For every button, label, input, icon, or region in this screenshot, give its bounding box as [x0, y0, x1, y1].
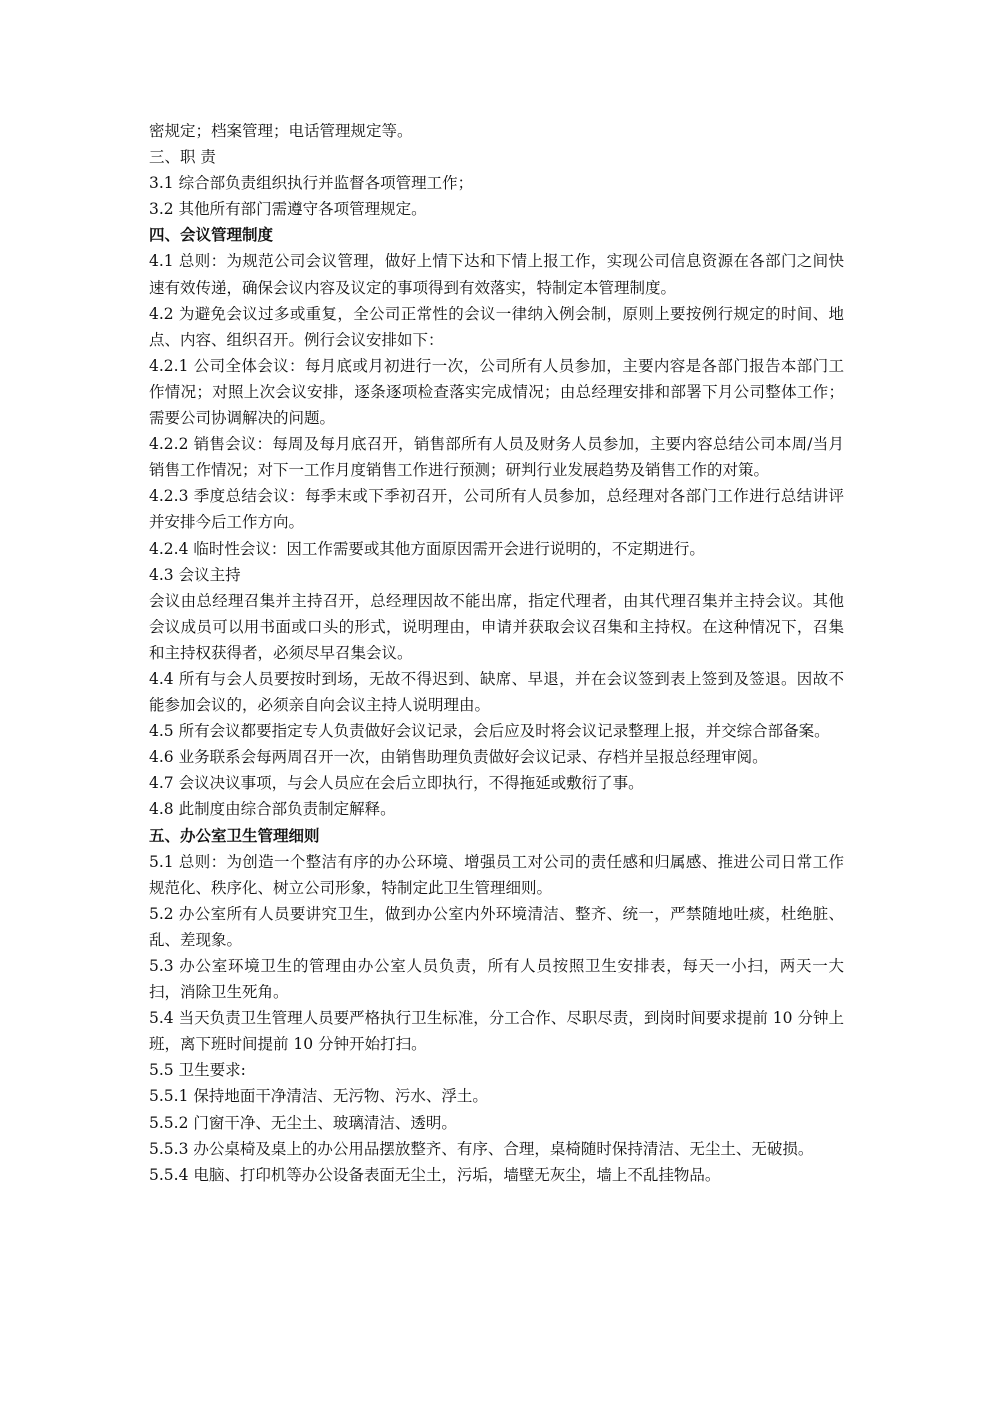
document-body [149, 118, 844, 1188]
paragraph: 4.4 所有与会人员要按时到场，无故不得迟到、缺席、早退，并在会议签到表上签到及签退。因故不能参加会议的，必须亲自向会议主持人说明理由。 [149, 669, 844, 715]
paragraph: 4.5 所有会议都要指定专人负责做好会议记录，会后应及时将会议记录整理上报，并交综合部备案。 [149, 722, 830, 741]
paragraph: 会议由总经理召集并主持召开，总经理因故不能出席，指定代理者，由其代理召集并主持会议。其他会议成员可以用书面或口头的形式，说明理由，申请并获取会议召集和主持权。在这种情况下，召集和主持权获得者，必须尽早召集会议。 [149, 591, 844, 662]
paragraph: 三、职 责 [149, 148, 216, 167]
paragraph: 密规定；档案管理；电话管理规定等。 [149, 122, 413, 140]
paragraph: 5.3 办公室环境卫生的管理由办公室人员负责，所有人员按照卫生安排表，每天一小扫，两天一大扫，消除卫生死角。 [149, 957, 844, 1002]
paragraph: 5.1 总则：为创造一个整洁有序的办公环境、增强员工对公司的责任感和归属感、推进公司日常工作规范化、秩序化、树立公司形象，特制定此卫生管理细则。 [149, 852, 844, 897]
paragraph: 5.5 卫生要求: [149, 1061, 246, 1080]
paragraph: 5.5.4 电脑、打印机等办公设备表面无尘土，污垢，墙壁无灰尘，墙上不乱挂物品。 [149, 1165, 721, 1184]
paragraph: 5.5.2 门窗干净、无尘土、玻璃清洁、透明。 [149, 1113, 457, 1132]
paragraph: 4.1 总则：为规范公司会议管理，做好上情下达和下情上报工作，实现公司信息资源在各部门之间快速有效传递，确保会议内容及议定的事项得到有效落实，特制定本管理制度。 [149, 252, 844, 297]
paragraph: 4.2.3 季度总结会议：每季末或下季初召开，公司所有人员参加，总经理对各部门工作进行总结讲评并安排今后工作方向。 [149, 487, 844, 532]
section-heading: 四、会议管理制度 [149, 225, 274, 245]
section-heading: 五、办公室卫生管理细则 [149, 825, 320, 845]
paragraph: 5.2 办公室所有人员要讲究卫生，做到办公室内外环境清洁、整齐、统一，严禁随地吐痰，杜绝脏、乱、差现象。 [149, 904, 844, 949]
paragraph: 4.2.4 临时性会议：因工作需要或其他方面原因需开会进行说明的，不定期进行。 [149, 539, 705, 558]
paragraph: 5.4 当天负责卫生管理人员要严格执行卫生标准，分工合作、尽职尽责，到岗时间要求提前 10 分钟上班，离下班时间提前 10 分钟开始打扫。 [149, 1009, 844, 1054]
paragraph: 4.8 此制度由综合部负责制定解释。 [149, 800, 396, 819]
paragraph: 4.3 会议主持 [149, 565, 241, 584]
paragraph: 5.5.3 办公桌椅及桌上的办公用品摆放整齐、有序、合理，桌椅随时保持清洁、无尘土、无破损。 [149, 1139, 814, 1158]
paragraph: 5.5.1 保持地面干净清洁、无污物、污水、浮土。 [149, 1087, 488, 1106]
paragraph: 4.2 为避免会议过多或重复，全公司正常性的会议一律纳入例会制，原则上要按例行规定的时间、地点、内容、组织召开。例行会议安排如下： [149, 304, 844, 349]
paragraph: 4.7 会议决议事项，与会人员应在会后立即执行，不得拖延或敷衍了事。 [149, 774, 644, 793]
paragraph: 3.1 综合部负责组织执行并监督各项管理工作； [149, 174, 474, 193]
paragraph: 4.6 业务联系会每两周召开一次，由销售助理负责做好会议记录、存档并呈报总经理审阅。 [149, 748, 768, 767]
paragraph: 3.2 其他所有部门需遵守各项管理规定。 [149, 200, 427, 219]
paragraph: 4.2.2 销售会议：每周及每月底召开，销售部所有人员及财务人员参加，主要内容总结公司本周/当月销售工作情况；对下一工作月度销售工作进行预测；研判行业发展趋势及销售工作的对策。 [149, 435, 844, 480]
paragraph: 4.2.1 公司全体会议：每月底或月初进行一次，公司所有人员参加，主要内容是各部门报告本部门工作情况；对照上次会议安排，逐条逐项检查落实完成情况；由总经理安排和部署下月公司整体工作；需要公司协调解决的问题。 [149, 356, 844, 428]
